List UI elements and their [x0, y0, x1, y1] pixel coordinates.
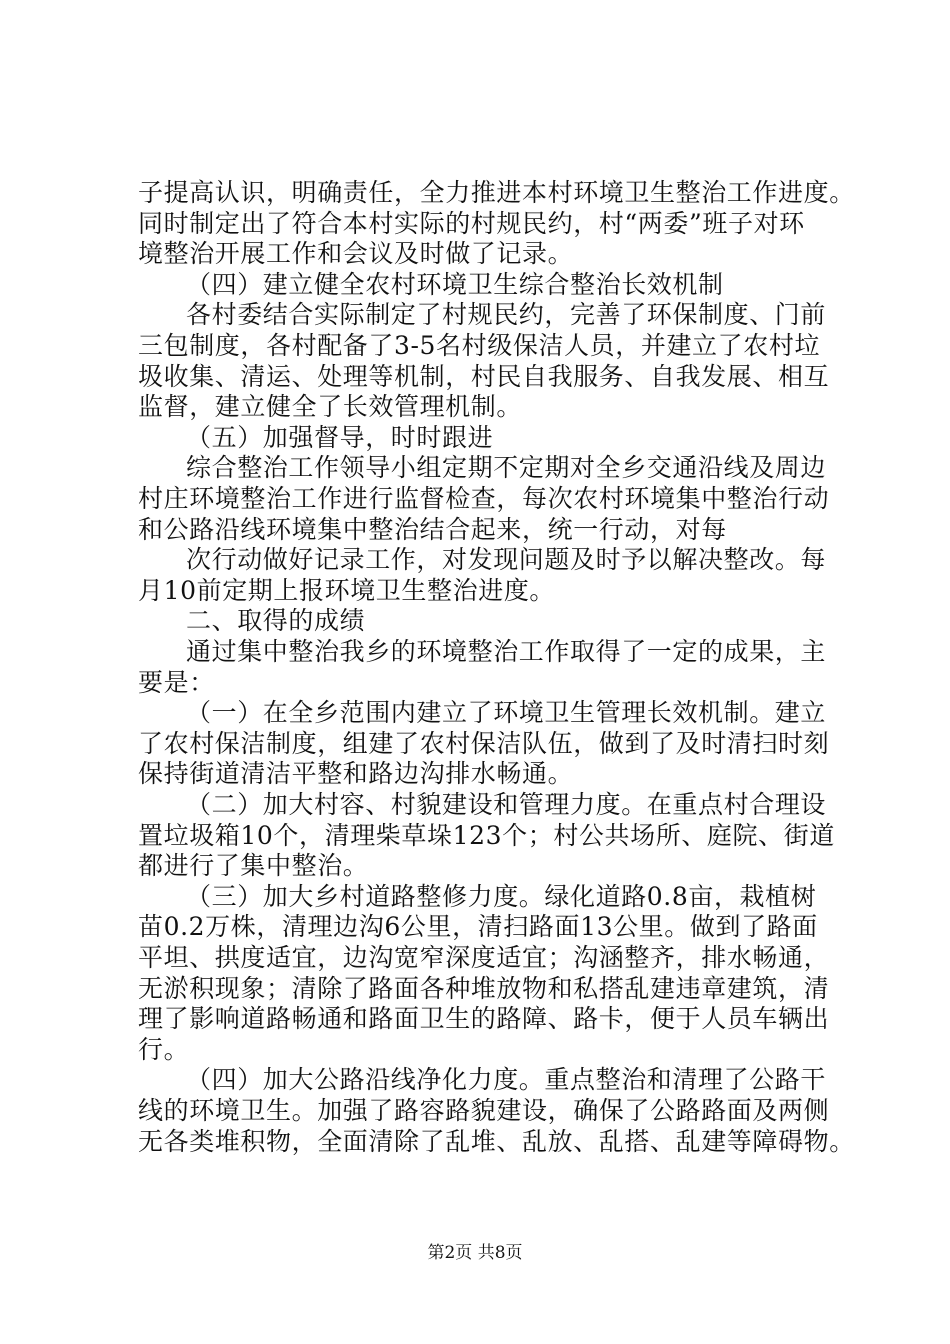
paragraph-line: 子提高认识，明确责任，全力推进本村环境卫生整治工作进度。	[138, 178, 855, 207]
paragraph-line: 要是：	[138, 667, 215, 697]
paragraph-line: 次行动做好记录工作，对发现问题及时予以解决整改。每	[186, 545, 827, 575]
paragraph-line: 村庄环境整治工作进行监督检查，每次农村环境集中整治行动	[138, 484, 830, 513]
paragraph-line: （二）加大村容、村貌建设和管理力度。在重点村合理设	[186, 790, 827, 819]
paragraph-line: 苗0.2万株，清理边沟6公里，清扫路面13公里。做到了路面	[138, 912, 818, 942]
paragraph-line: 各村委结合实际制定了村规民约，完善了环保制度、门前	[186, 300, 827, 330]
paragraph-line: 保持街道清洁平整和路边沟排水畅通。	[138, 759, 574, 789]
paragraph-line: （四）加大公路沿线净化力度。重点整治和清理了公路干	[186, 1065, 827, 1095]
section-heading: （四）建立健全农村环境卫生综合整治长效机制	[186, 269, 724, 299]
paragraph-line: 月10前定期上报环境卫生整治进度。	[138, 575, 556, 605]
paragraph-line: 行。	[138, 1034, 190, 1064]
paragraph-line: 监督，建立健全了长效管理机制。	[138, 392, 523, 422]
paragraph-line: 理了影响道路畅通和路面卫生的路障、路卡，便于人员车辆出	[138, 1004, 830, 1034]
paragraph-line: 平坦、拱度适宜，边沟宽窄深度适宜；沟涵整齐，排水畅通，	[138, 943, 830, 972]
paragraph-line: 通过集中整治我乡的环境整治工作取得了一定的成果，主	[186, 637, 827, 666]
page-number: 第2页 共8页	[427, 1243, 523, 1263]
paragraph-line: 都进行了集中整治。	[138, 851, 369, 881]
section-heading: （五）加强督导，时时跟进	[186, 422, 494, 452]
section-heading: 二、取得的成绩	[186, 606, 366, 636]
paragraph-line: 了农村保洁制度，组建了农村保洁队伍，做到了及时清扫时刻	[138, 728, 830, 758]
paragraph-line: 综合整治工作领导小组定期不定期对全乡交通沿线及周边	[186, 453, 827, 483]
paragraph-line: （一）在全乡范围内建立了环境卫生管理长效机制。建立	[186, 698, 827, 728]
paragraph-line: 境整治开展工作和会议及时做了记录。	[138, 239, 574, 269]
paragraph-line: 同时制定出了符合本村实际的村规民约，村“两委”班子对环	[138, 208, 805, 238]
paragraph-line: 三包制度，各村配备了3-5名村级保洁人员，并建立了农村垃	[138, 331, 821, 360]
paragraph-line: 无淤积现象；清除了路面各种堆放物和私搭乱建违章建筑，清	[138, 973, 830, 1003]
paragraph-line: 线的环境卫生。加强了路容路貌建设，确保了公路路面及两侧	[138, 1096, 830, 1125]
paragraph-line: 圾收集、清运、处理等机制，村民自我服务、自我发展、相互	[138, 361, 830, 391]
paragraph-line: 无各类堆积物，全面清除了乱堆、乱放、乱搭、乱建等障碍物。	[138, 1126, 855, 1156]
paragraph-line: （三）加大乡村道路整修力度。绿化道路0.8亩，栽植树	[186, 881, 817, 911]
paragraph-line: 和公路沿线环境集中整治结合起来，统一行动，对每	[138, 514, 727, 544]
paragraph-line: 置垃圾箱10个，清理柴草垛123个；村公共场所、庭院、街道	[138, 820, 835, 850]
